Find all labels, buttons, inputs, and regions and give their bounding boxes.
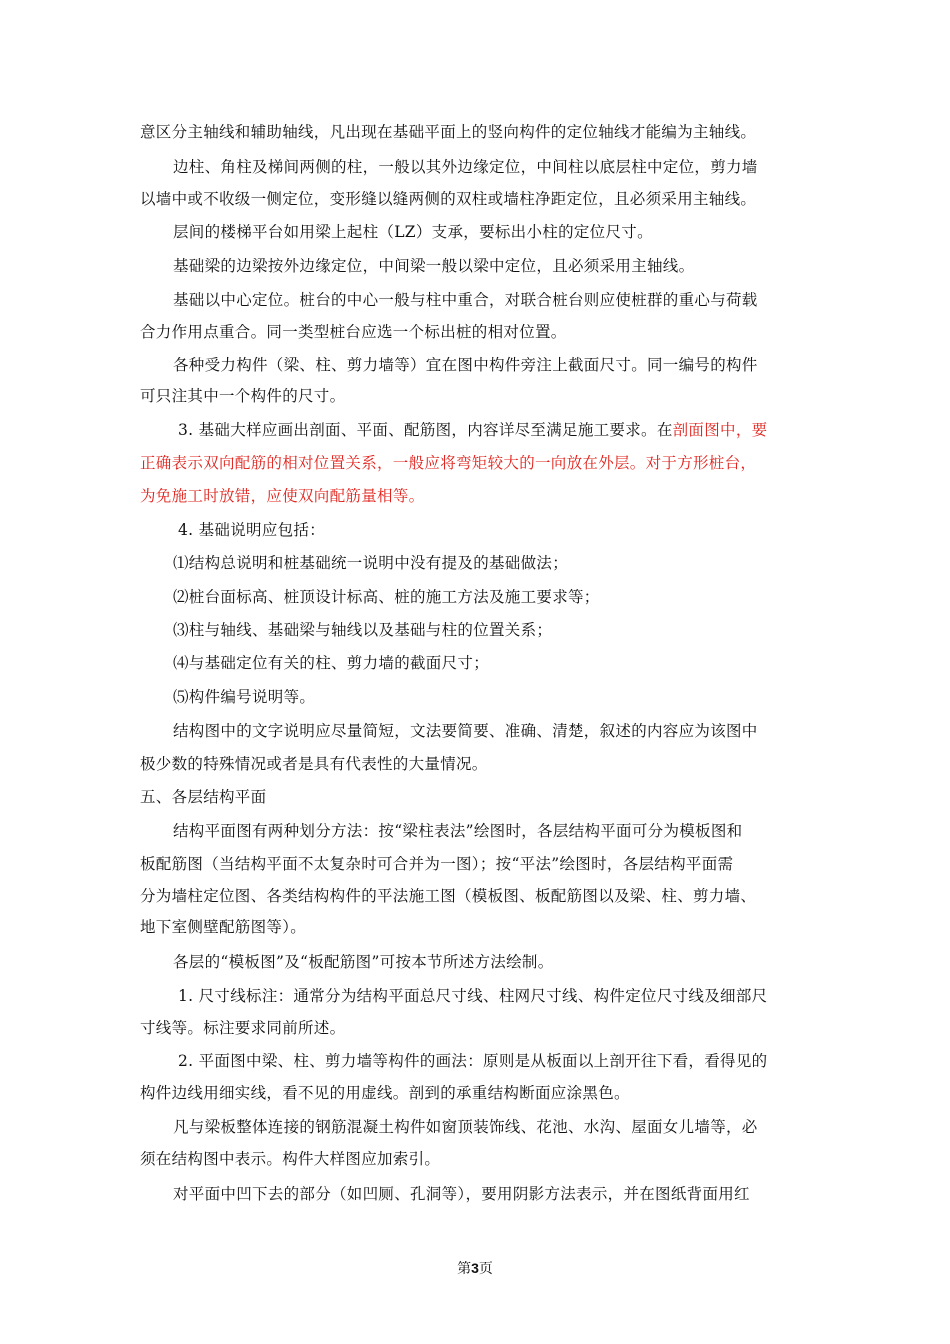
text-line: 地下室侧壁配筋图等）。: [140, 918, 307, 936]
text-line: 以墙中或不收级一侧定位，变形缝以缝两侧的双柱或墙柱净距定位，且必须采用主轴线。: [140, 190, 757, 208]
list-item: ⑶柱与轴线、基础梁与轴线以及基础与柱的位置关系；: [173, 621, 553, 639]
page-footer: [0, 1258, 950, 1278]
text-line: 结构平面图有两种划分方法：按“梁柱表法”绘图时，各层结构平面可分为模板图和: [173, 822, 743, 840]
list-item: ⑵桩台面标高、桩顶设计标高、桩的施工方法及施工要求等；: [173, 588, 600, 606]
highlight-text: 剖面图中，要: [672, 421, 768, 439]
list-item: ⑷与基础定位有关的柱、剪力墙的截面尺寸；: [173, 654, 490, 672]
list-item: ⑴结构总说明和桩基础统一说明中没有提及的基础做法；: [173, 554, 569, 572]
page-number: 3: [471, 1260, 479, 1276]
text-line: 各种受力构件（梁、柱、剪力墙等）宜在图中构件旁注上截面尺寸。同一编号的构件: [173, 356, 758, 374]
text-line: 2. 平面图中梁、柱、剪力墙等构件的画法：原则是从板面以上剖开往下看，看得见的: [178, 1052, 768, 1070]
text-line: 1. 尺寸线标注：通常分为结构平面总尺寸线、柱网尺寸线、构件定位尺寸线及细部尺: [178, 987, 768, 1005]
page-number-suffix: 页: [478, 1261, 493, 1277]
section-heading: 五、各层结构平面: [140, 788, 267, 806]
text-line: [178, 418, 767, 440]
text-line: 结构图中的文字说明应尽量简短，文法要简要、准确、清楚，叙述的内容应为该图中: [173, 722, 758, 740]
text-line: 分为墙柱定位图、各类结构构件的平法施工图（模板图、板配筋图以及梁、柱、剪力墙、: [140, 887, 757, 905]
text-span: 3. 基础大样应画出剖面、平面、配筋图，内容详尽至满足施工要求。在: [178, 421, 673, 439]
highlight-text: 为免施工时放错，应使双向配筋量相等。: [140, 487, 425, 505]
text-line: 极少数的特殊情况或者是具有代表性的大量情况。: [140, 755, 488, 773]
text-line: 基础以中心定位。桩台的中心一般与柱中重合，对联合桩台则应使桩群的重心与荷载: [173, 291, 758, 309]
page-number-prefix: 第: [457, 1261, 472, 1277]
text-line: 对平面中凹下去的部分（如凹厕、孔洞等），要用阴影方法表示，并在图纸背面用红: [173, 1185, 750, 1203]
list-item: ⑸构件编号说明等。: [173, 688, 316, 706]
text-line: 可只注其中一个构件的尺寸。: [140, 387, 346, 405]
text-line: 板配筋图（当结构平面不太复杂时可合并为一图）；按“平法”绘图时，各层结构平面需: [140, 855, 734, 873]
text-line: 构件边线用细实线，看不见的用虚线。剖到的承重结构断面应涂黑色。: [140, 1084, 630, 1102]
highlight-text: 正确表示双向配筋的相对位置关系，一般应将弯矩较大的一向放在外层。对于方形桩台，: [140, 454, 757, 472]
text-line: 各层的“模板图”及“板配筋图”可按本节所述方法绘制。: [173, 953, 554, 971]
text-line: 须在结构图中表示。构件大样图应加索引。: [140, 1150, 441, 1168]
text-line: 合力作用点重合。同一类型桩台应选一个标出桩的相对位置。: [140, 323, 567, 341]
text-line: 寸线等。标注要求同前所述。: [140, 1019, 346, 1037]
text-line: 边柱、角柱及梯间两侧的柱，一般以其外边缘定位，中间柱以底层柱中定位，剪力墙: [173, 158, 758, 176]
text-line: 意区分主轴线和辅助轴线，凡出现在基础平面上的竖向构件的定位轴线才能编为主轴线。: [140, 123, 757, 141]
text-line: 层间的楼梯平台如用梁上起柱（LZ）支承，要标出小柱的定位尺寸。: [173, 223, 653, 241]
text-line: 4. 基础说明应包括：: [178, 521, 326, 539]
text-line: 凡与梁板整体连接的钢筋混凝土构件如窗顶装饰线、花池、水沟、屋面女儿墙等，必: [173, 1118, 758, 1136]
text-line: 基础梁的边梁按外边缘定位，中间梁一般以梁中定位，且必须采用主轴线。: [173, 257, 695, 275]
